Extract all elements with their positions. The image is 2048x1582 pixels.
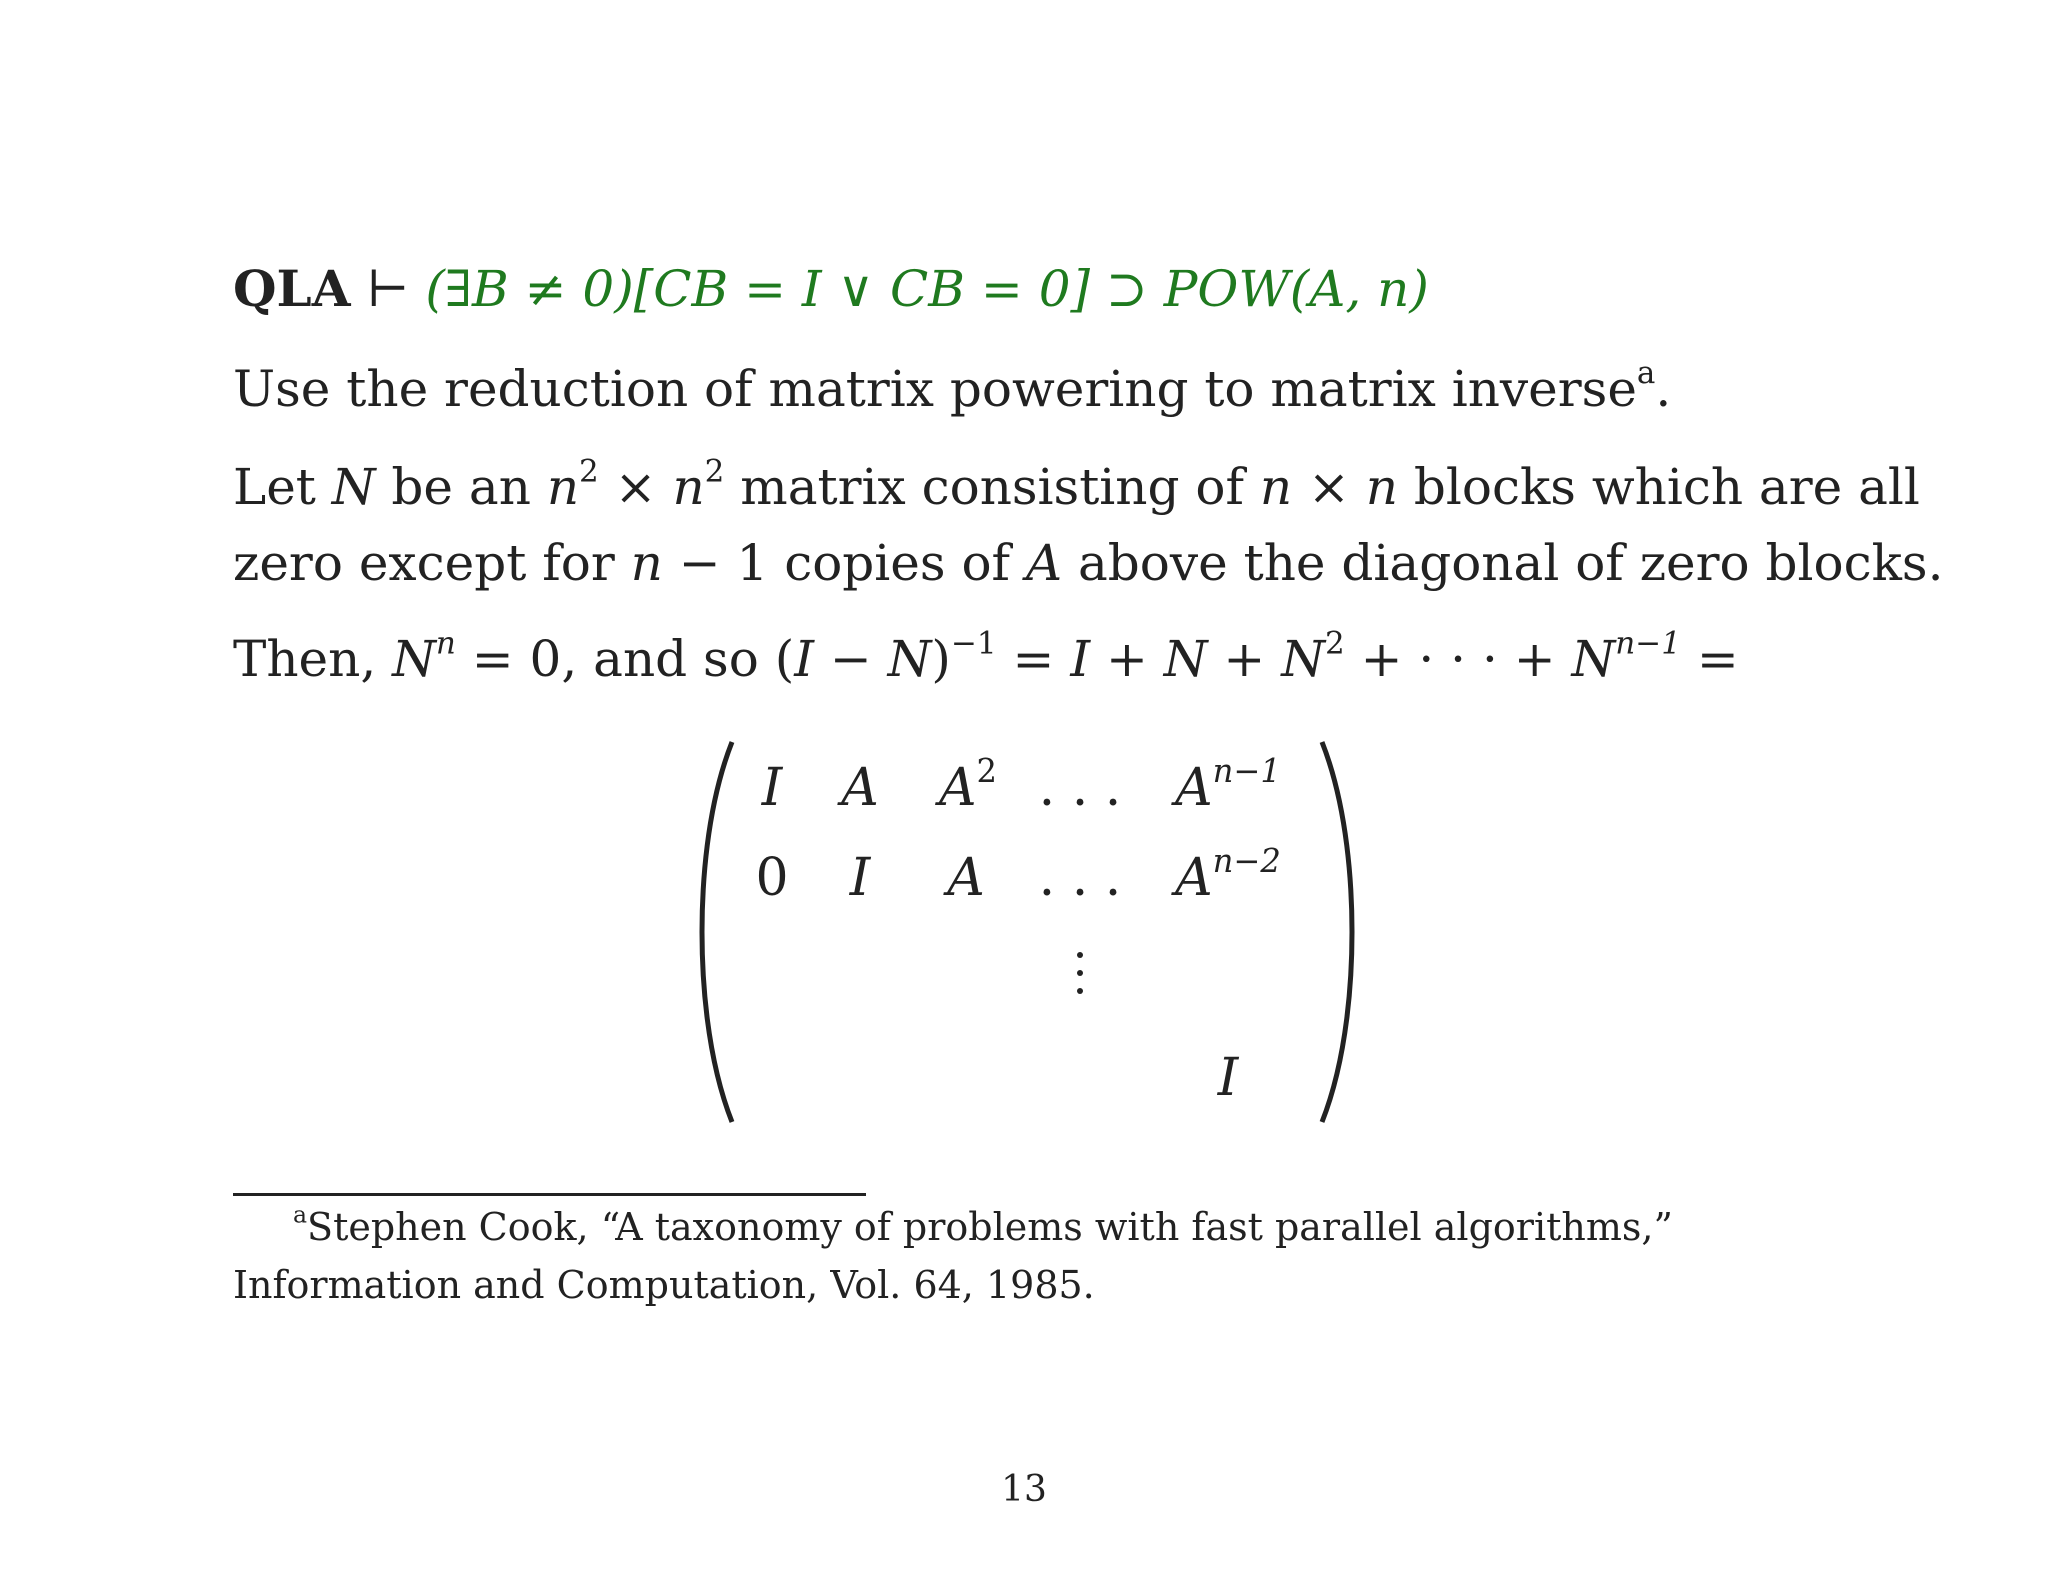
text-line-2: [233, 453, 1920, 516]
matrix-r1c3: [938, 751, 998, 818]
l4-g: +: [1090, 630, 1164, 688]
l4-d: ): [931, 630, 951, 688]
l4-N2: N: [887, 630, 932, 688]
l4-e3: 2: [1324, 625, 1345, 662]
l4-i: + · · · +: [1344, 630, 1572, 688]
matrix-vertical-dots: [1076, 952, 1084, 1006]
l4-N1: N: [392, 630, 436, 688]
footnote-line-2: Information and Computation, Vol. 64, 1985.: [233, 1263, 1095, 1307]
matrix-r2c3: A: [947, 848, 985, 908]
l4-N3: N: [1163, 630, 1208, 688]
l4-e1: n: [435, 625, 456, 662]
turnstile-symbol: ⊢: [366, 260, 410, 318]
line1-text: Use the reduction of matrix powering to matrix inverse: [233, 360, 1637, 418]
matrix-r1c3-base: A: [938, 758, 977, 818]
l4-e4: n−1: [1615, 625, 1681, 662]
page-number: 13: [1001, 1469, 1047, 1510]
text-line-3: [233, 534, 1944, 592]
l4-I1: I: [794, 630, 814, 688]
text-line-4: [233, 625, 1739, 688]
matrix-r2c4: . . .: [1038, 848, 1122, 908]
l3-n: n: [630, 534, 663, 592]
l2-times1: ×: [598, 458, 673, 516]
matrix-r1c3-exp: 2: [976, 751, 998, 790]
l4-b: = 0, and so (: [455, 630, 795, 688]
matrix-r4c5: I: [1217, 1048, 1239, 1108]
system-name: QLA: [233, 259, 351, 318]
l2-n2: n: [672, 458, 705, 516]
l4-j: =: [1680, 630, 1739, 688]
matrix-r2c5-base: A: [1175, 848, 1213, 908]
matrix-r1c5-exp: n−1: [1212, 751, 1281, 790]
theorem-formula: (∃B ≠ 0)[CB = I ∨ CB = 0] ⊃ POW(A, n): [425, 260, 1429, 318]
l3-A: A: [1025, 534, 1063, 592]
theorem-line: [233, 259, 1429, 318]
matrix-r1c1: I: [761, 758, 783, 818]
l4-h: +: [1207, 630, 1282, 688]
matrix-r2c1: 0: [755, 848, 789, 908]
l2-d: blocks which are all: [1397, 458, 1920, 516]
footnote-line-1: [293, 1200, 1673, 1249]
l4-e2: −1: [950, 625, 997, 662]
l2-n1: n: [546, 458, 580, 516]
l2-n4: n: [1365, 458, 1398, 516]
matrix-r1c2: A: [841, 758, 879, 818]
l2-n3: n: [1259, 458, 1293, 516]
matrix-r2c2: I: [849, 848, 871, 908]
l4-N5: N: [1571, 630, 1616, 688]
l4-f: =: [996, 630, 1071, 688]
matrix-r1c4: . . .: [1038, 758, 1122, 818]
matrix-r2c5: [1175, 841, 1281, 908]
l2-exp1: 2: [579, 453, 599, 490]
footnote-mark: a: [293, 1200, 308, 1229]
footnote-reference: a: [1636, 354, 1656, 391]
matrix-r1c5-base: A: [1175, 758, 1213, 818]
text-line-1: [233, 354, 1672, 418]
l2-a: Let: [233, 458, 332, 516]
l2-b: be an: [375, 458, 547, 516]
matrix-r2c5-exp: n−2: [1212, 841, 1281, 880]
l3-c: above the diagonal of zero blocks.: [1062, 534, 1944, 592]
l4-N4: N: [1281, 630, 1325, 688]
l2-N: N: [331, 458, 376, 516]
l3-b: − 1 copies of: [662, 534, 1026, 592]
matrix-r1c5: [1175, 751, 1281, 818]
l2-times2: ×: [1292, 458, 1366, 516]
right-parenthesis: [1316, 738, 1356, 1126]
footnote-rule: [233, 1193, 866, 1196]
footnote-text-1: Stephen Cook, “A taxonomy of problems with fast parallel algorithms,”: [307, 1205, 1673, 1249]
left-parenthesis: [698, 738, 738, 1126]
l3-a: zero except for: [233, 534, 631, 592]
l4-c: −: [813, 630, 888, 688]
l4-I2: I: [1070, 630, 1091, 688]
line1-end: .: [1655, 360, 1672, 418]
l2-exp2: 2: [704, 453, 725, 490]
l2-c: matrix consisting of: [724, 458, 1260, 516]
l4-a: Then,: [233, 630, 393, 688]
